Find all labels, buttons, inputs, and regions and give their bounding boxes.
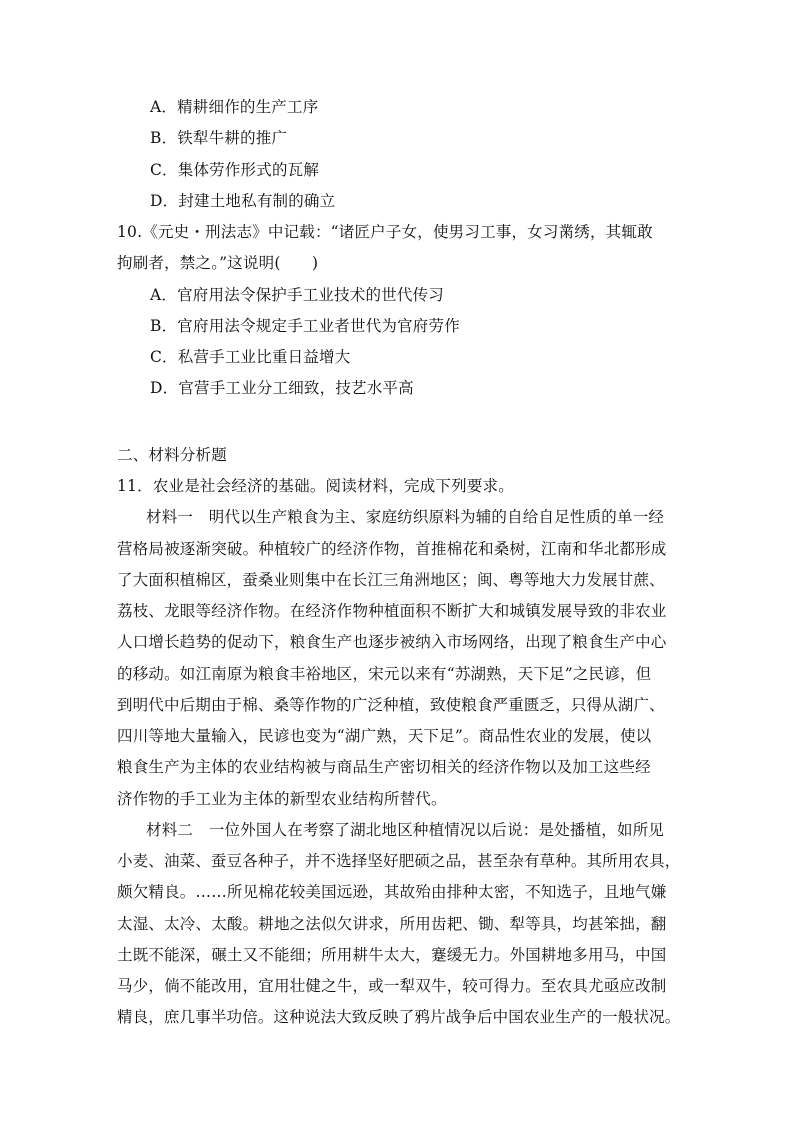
- q10-stem-line2: 拘刷者，禁之。”这说明( ): [117, 254, 319, 272]
- material2-line: 土既不能深，碾土又不能细；所用耕牛太大，蹇缓无力。外国耕地多用马，中国: [117, 946, 667, 964]
- material1-line: 粮食生产为主体的农业结构被与商品生产密切相关的经济作物以及加工这些经: [117, 758, 651, 776]
- material2-line: 太湿、太冷、太酸。耕地之法似欠讲求，所用齿耙、锄、犁等具，均甚笨拙，翻: [117, 915, 667, 933]
- material2-line: 材料二 一位外国人在考察了湖北地区种植情况以后说：是处播植，如所见: [146, 821, 665, 839]
- material1-line: 济作物的手工业为主体的新型农业结构所替代。: [117, 790, 447, 808]
- material2-line: 精良，庶几事半功倍。这种说法大致反映了鸦片战争后中国农业生产的一般状况。: [117, 1008, 681, 1026]
- material2-line: 马少，倘不能改用，宜用壮健之牛，或一犁双牛，较可得力。至农具尤亟应改制: [117, 977, 667, 995]
- q9-option-a: A．精耕细作的生产工序: [150, 98, 319, 116]
- q10-stem-line1: 10.《元史・刑法志》中记载：“诸匠户子女，使男习工事，女习黹绣，其辄敢: [117, 223, 653, 241]
- q10-option-d: D．官营手工业分工细致，技艺水平高: [150, 379, 414, 397]
- material1-line: 的移动。如江南原为粮食丰裕地区，宋元以来有“苏湖熟，天下足”之民谚，但: [117, 665, 652, 683]
- section-title: 二、材料分析题: [117, 446, 227, 464]
- material1-line: 了大面积植棉区，蚕桑业则集中在长江三角洲地区；闽、粤等地大力发展甘蔗、: [117, 571, 665, 589]
- material1-line: 材料一 明代以生产粮食为主、家庭纺织原料为辅的自给自足性质的单一经: [146, 508, 665, 526]
- q10-option-c: C．私营手工业比重日益增大: [150, 348, 351, 366]
- material2-line: 小麦、油菜、蚕豆各种子，并不选择坚好肥硕之品，甚至杂有草种。其所用农具，: [117, 852, 681, 870]
- q11-stem: 11．农业是社会经济的基础。阅读材料，完成下列要求。: [117, 477, 514, 495]
- material1-line: 人口增长趋势的促动下，粮食生产也逐步被纳入市场网络，出现了粮食生产中心: [117, 633, 667, 651]
- material1-line: 荔枝、龙眼等经济作物。在经济作物种植面积不断扩大和城镇发展导致的非农业: [117, 602, 667, 620]
- q9-option-c: C．集体劳作形式的瓦解: [150, 161, 320, 179]
- q9-option-b: B．铁犁牛耕的推广: [150, 129, 288, 147]
- material1-line: 营格局被逐渐突破。种植较广的经济作物，首推棉花和桑树，江南和华北都形成: [117, 540, 667, 558]
- material1-line: 四川等地大量输入，民谚也变为“湖广熟，天下足”。商品性农业的发展，使以: [117, 727, 652, 745]
- q10-option-a: A．官府用法令保护手工业技术的世代传习: [150, 286, 444, 304]
- q10-option-b: B．官府用法令规定手工业者世代为官府劳作: [150, 317, 460, 335]
- material1-line: 到明代中后期由于棉、桑等作物的广泛种植，致使粮食严重匮乏，只得从湖广、: [117, 696, 665, 714]
- material2-line: 颇欠精良。……所见棉花较美国远逊，其故殆由排种太密，不知选子，且地气嫌: [117, 883, 667, 901]
- q9-option-d: D．封建土地私有制的确立: [150, 192, 336, 210]
